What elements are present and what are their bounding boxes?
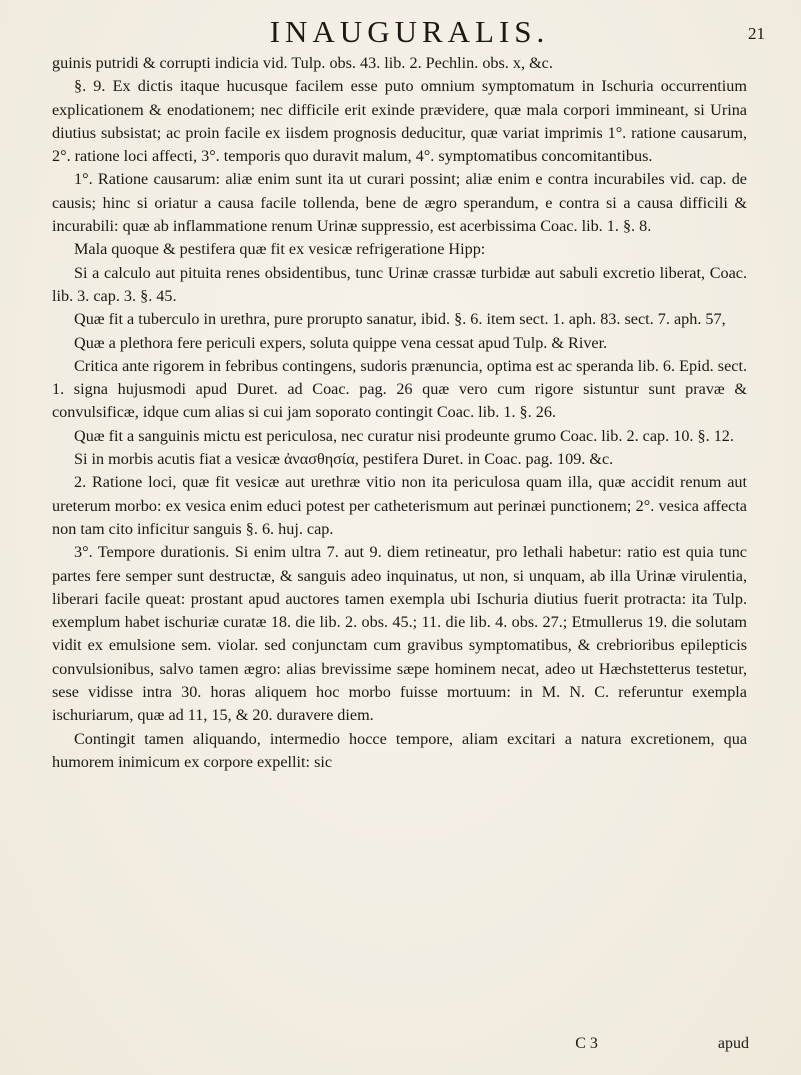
paragraph: Quæ fit a tuberculo in urethra, pure prorupto sanatur, ibid. §. 6. item sect. 1. aph. 83. sect. 7. aph. 57,	[74, 310, 726, 329]
running-title: INAUGURALIS.	[269, 14, 550, 49]
paragraph: 2. Ratione loci, quæ fit vesicæ aut urethræ vitio non ita periculosa quam illa, quæ accidit renum aut ureterum morbo: ex vesica enim educi potest per catheterismum aut perinæi punctionem; 2°. vesica affecta non tam cito inficitur sanguis §. 6. huj. cap.	[52, 473, 747, 538]
page-number: 21	[748, 24, 765, 43]
paragraph: Si in morbis acutis fiat a vesicæ ἀνασθησία, pestifera Duret. in Coac. pag. 109. &c.	[74, 450, 614, 469]
paragraph: §. 9. Ex dictis itaque hucusque facilem esse puto omnium symptomatum in Ischuria occurrentium explicationem & enodationem; nec difficile erit exinde prævidere, quæ mala corpori immineant, si Urina diutius subsistat; ac proin facile ex iisdem prognosis deducitur, quæ variat imprimis 1°. ratione causarum, 2°. ratione loci affecti, 3°. temporis quo duravit malum, 4°. symptomatibus concomitantibus.	[52, 77, 747, 166]
paragraph: Contingit tamen aliquando, intermedio hocce tempore, aliam excitari a natura excretionem, qua humorem inimicum ex corpore expellit: sic	[52, 729, 747, 771]
paragraph: Quæ a plethora fere periculi expers, soluta quippe vena cessat apud Tulp. & River.	[74, 333, 608, 352]
signature-mark: C 3	[575, 1035, 598, 1052]
paragraph: Mala quoque & pestifera quæ fit ex vesicæ refrigeratione Hipp:	[74, 240, 486, 259]
catchword: apud	[717, 1035, 749, 1052]
page-footer	[575, 1035, 749, 1053]
paragraph: 1°. Ratione causarum: aliæ enim sunt ita ut curari possint; aliæ enim e contra incurabiles vid. cap. de causis; hinc si oriatur a causa facile tollenda, bene de ægro sperandum, e contra si a causa difficili & incurabili: quæ ab inflammatione renum Urinæ suppressio, est acerbissima Coac. lib. 1. §. 8.	[52, 170, 747, 236]
paragraph: 3°. Tempore durationis. Si enim ultra 7. aut 9. diem retineatur, pro lethali habetur: ratio est quia tunc partes fere semper sunt destructæ, & sanguis adeo inquinatus, ut non, si unquam, ab illa Urinæ virulentia, liberari facile queat: prostant apud auctores tamen exempla ubi Ischuria diutius fuerit protracta: ita Tulp. exemplum habet ischuriæ curatæ 18. die lib. 2. obs. 45.; 11. die lib. 4. obs. 27.; Etmullerus 19. die solutam vidit ex emulsione sem. violar. sed conjunctam cum gravibus symptomatibus, & crebrioribus epilepticis convulsionibus, salvo tamen ægro: alias brevissime sæpe hominem necat, adeo ut Hæchstetterus testetur, sese vidisse intra 30. horas aliquem hoc morbo fuisse mortuum: in M. N. C. referuntur exempla ischuriarum, quæ ad 11, 15, & 20. duravere diem.	[52, 543, 747, 725]
body-text	[52, 52, 747, 774]
paragraph: Quæ fit a sanguinis mictu est periculosa, nec curatur nisi prodeunte grumo Coac. lib. 2. cap. 10. §. 12.	[74, 426, 734, 445]
paragraph: Si a calculo aut pituita renes obsidentibus, tunc Urinæ crassæ turbidæ aut sabuli excretio liberat, Coac. lib. 3. cap. 3. §. 45.	[52, 263, 747, 305]
running-head	[52, 14, 765, 49]
paragraph: guinis putridi & corrupti indicia vid. Tulp. obs. 43. lib. 2. Pechlin. obs. x, &c.	[52, 54, 553, 72]
paragraph: Critica ante rigorem in febribus contingens, sudoris prænuncia, optima est ac speranda lib. 6. Epid. sect. 1. signa hujusmodi apud Duret. ad Coac. pag. 26 quæ vero cum rigore sistuntur sunt pravæ & convulsificæ, idque cum alias si cui jam soporato contingit Coac. lib. 1. §. 26.	[52, 356, 747, 422]
